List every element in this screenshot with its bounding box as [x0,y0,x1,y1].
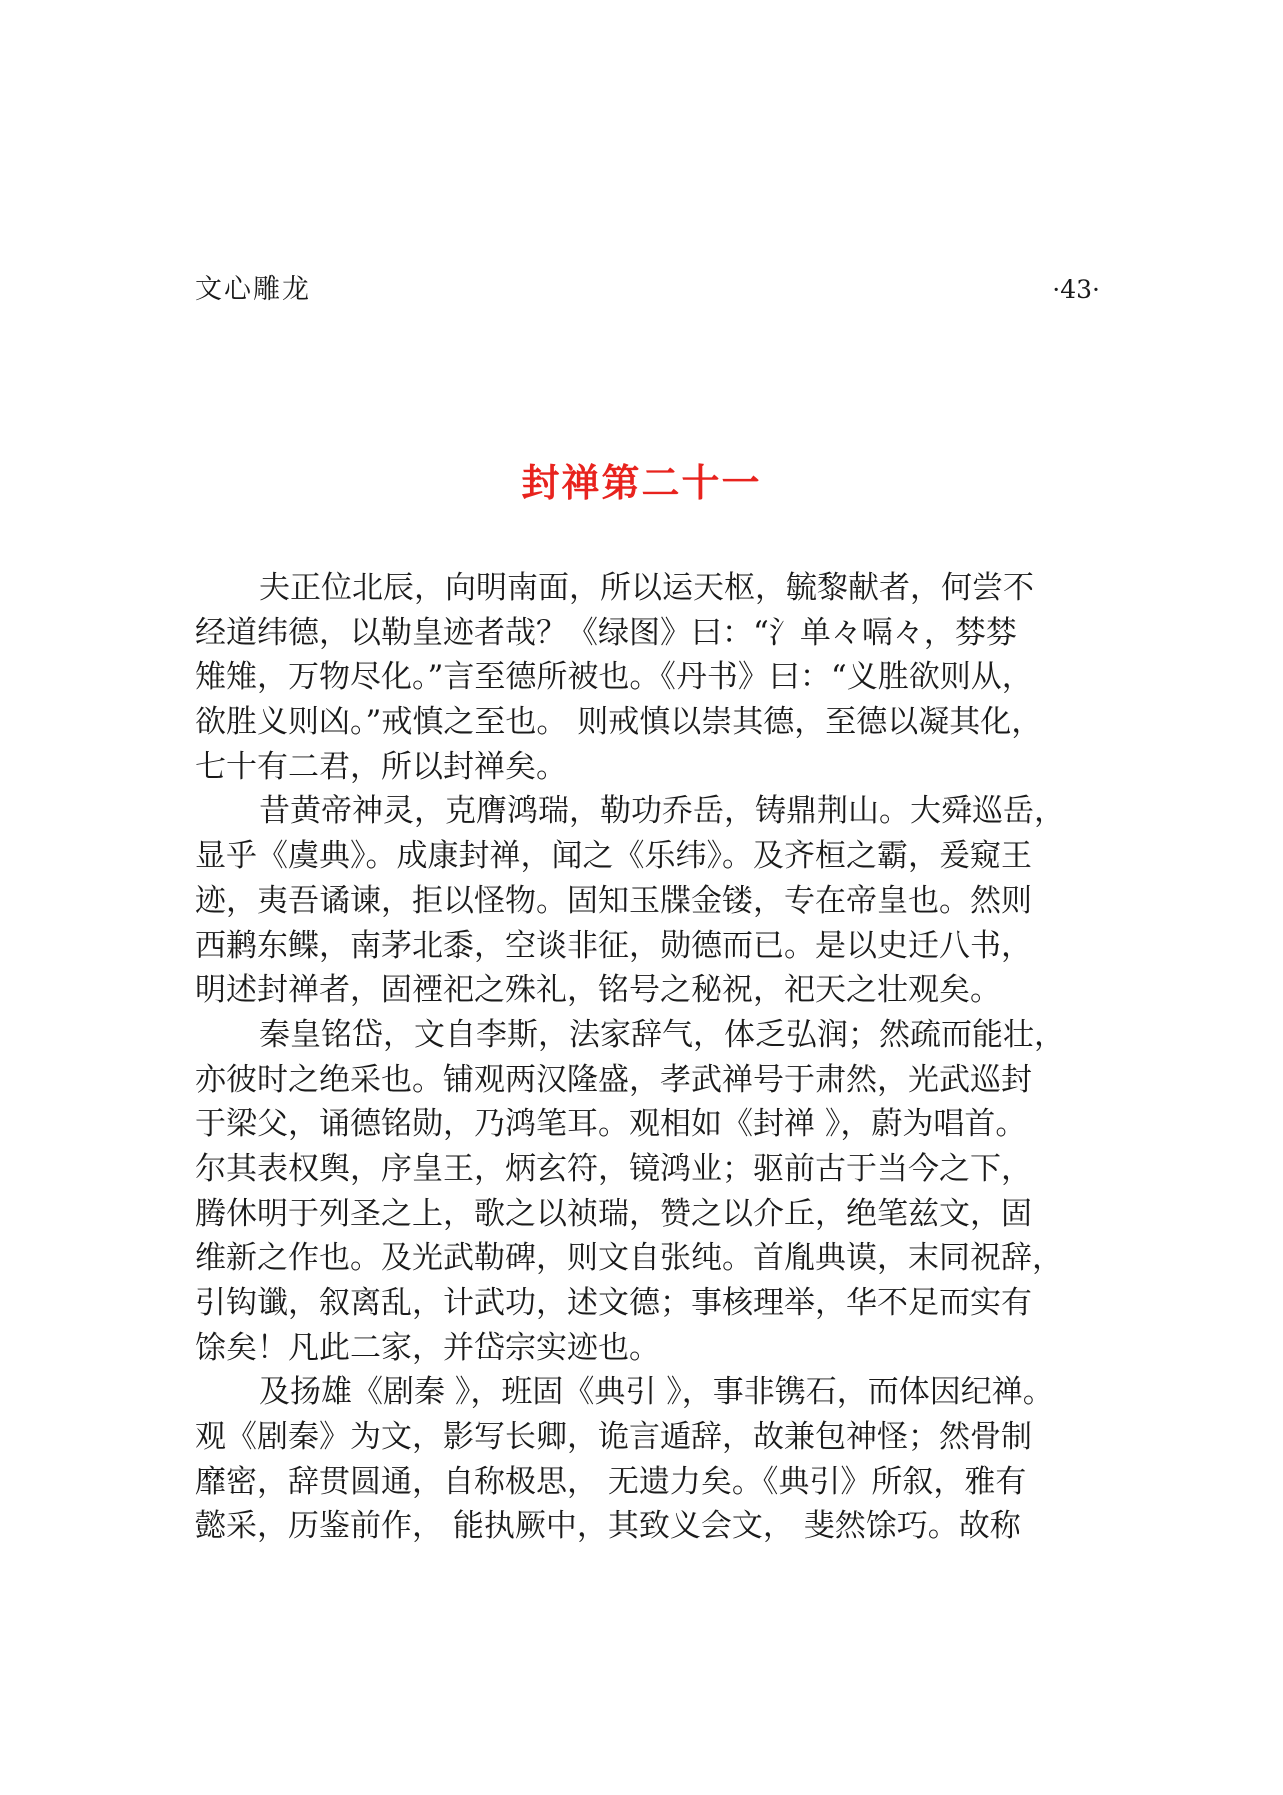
page-number: ·43· [1052,275,1100,304]
running-header [195,270,1100,310]
text-line: 秦皇铭岱，文自李斯，法家辞气，体乏弘润；然疏而能壮， [259,1016,1065,1053]
paragraph-3 [195,1013,1110,1371]
text-line: 夫正位北辰，向明南面，所以运天枢，毓黎献者，何尝不 [259,570,1034,606]
text-line: 维新之作也。及光武勒碑，则文自张纯。首胤典谟，末同祝辞， [195,1240,1063,1277]
text-line: 欲胜义则凶。”戒慎之至也。 则戒慎以崇其德，至德以凝其化， [195,704,1043,741]
text-line: 显乎《虞典》。成康封禅，闻之《乐纬》。及齐桓之霸，爰窥王 [195,838,1032,875]
text-line: 及扬雄《剧秦 》，班固《典引 》，事非镌石，而体因纪禅。 [259,1374,1054,1411]
text-line: 靡密，辞贯圆通，自称极思， 无遗力矣。《典引》所叙，雅有 [195,1463,1027,1500]
text-line: 懿采，历鉴前作， 能执厥中，其致义会文， 斐然馀巧。故称 [195,1508,1021,1545]
text-line: 引钩谶，叙离乱，计武功，述文德；事核理举，华不足而实有 [195,1285,1032,1321]
text-line: 经道纬德，以勒皇迹者哉？《绿图》曰：“氵单々嗝々，棼棼 [195,614,1017,651]
book-title: 文心雕龙 [195,274,311,305]
text-line: 亦彼时之绝采也。铺观两汉隆盛，孝武禅号于肃然，光武巡封 [195,1061,1032,1098]
text-line: 腾休明于列圣之上，歌之以祯瑞，赞之以介丘，绝笔兹文，固 [195,1195,1032,1232]
paragraph-2 [195,789,1110,1012]
paragraph-1 [195,566,1110,789]
text-line: 于梁父，诵德铭勋，乃鸿笔耳。观相如《封禅 》，蔚为唱首。 [195,1106,1027,1143]
text-line: 尔其表权舆，序皇王，炳玄符，镜鸿业；驱前古于当今之下， [195,1150,1032,1187]
body-text [195,566,1110,1549]
text-line: 雉雉，万物尽化。”言至德所被也。《丹书》曰：“义胜欲则从， [195,659,1033,696]
paragraph-4 [195,1370,1110,1549]
chapter-title: 封禅第二十一 [521,461,762,505]
text-line: 明述封禅者，固禋祀之殊礼，铭号之秘祝，祀天之壮观矣。 [195,972,1001,1009]
text-line: 观《剧秦》为文，影写长卿，诡言遁辞，故兼包神怪；然骨制 [195,1419,1032,1456]
text-line: 迹，夷吾谲谏，拒以怪物。固知玉牒金镂，专在帝皇也。然则 [195,882,1032,919]
text-line: 昔黄帝神灵，克膺鸿瑞，勒功乔岳，铸鼎荆山。大舜巡岳， [259,793,1065,830]
text-line: 馀矣！凡此二家，并岱宗实迹也。 [195,1329,660,1366]
text-line: 西鹣东鲽，南茅北黍，空谈非征，勋德而已。是以史迁八书， [195,927,1032,964]
text-line: 七十有二君，所以封禅矣。 [195,748,567,785]
